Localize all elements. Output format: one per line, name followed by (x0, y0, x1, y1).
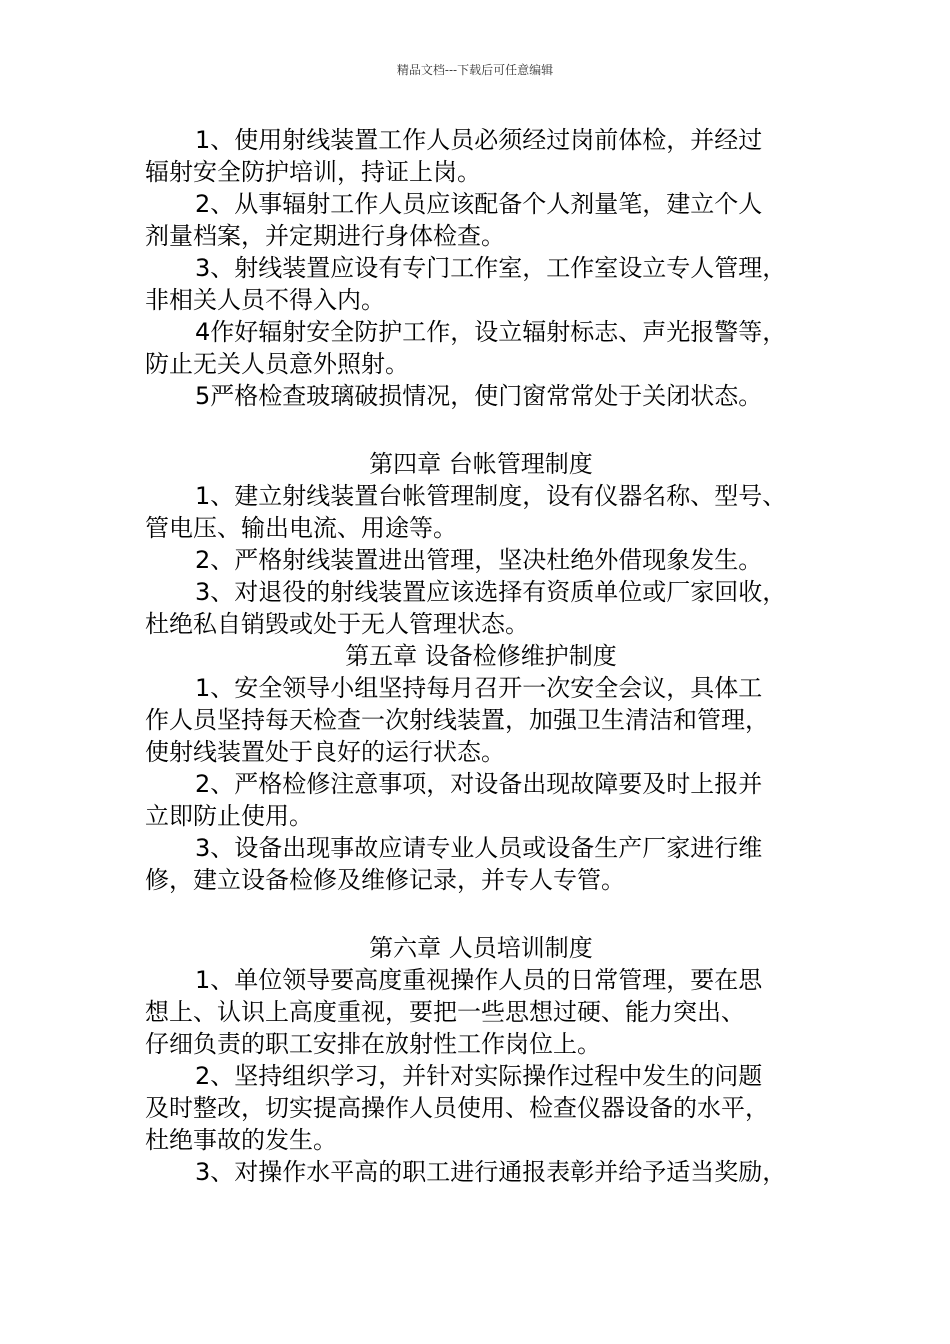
paragraph-line: 及时整改，切实提高操作人员使用、检查仪器设备的水平， (145, 1094, 769, 1122)
paragraph-line: 立即防止使用。 (145, 802, 313, 830)
paragraph (145, 672, 817, 768)
paragraph-line: 管电压、输出电流、用途等。 (145, 514, 457, 542)
paragraph-line: 防止无关人员意外照射。 (145, 350, 409, 378)
paragraph-line: 3、设备出现事故应请专业人员或设备生产厂家进行维 (195, 834, 763, 862)
paragraph (145, 1060, 817, 1156)
paragraph (145, 964, 817, 1060)
document-body (145, 124, 817, 1188)
paragraph-line: 1、安全领导小组坚持每月召开一次安全会议，具体工 (195, 674, 763, 702)
paragraph (145, 124, 817, 188)
chapter-heading: 第六章 人员培训制度 (369, 934, 593, 962)
paragraph-line: 使射线装置处于良好的运行状态。 (145, 738, 505, 766)
paragraph-line: 3、对操作水平高的职工进行通报表彰并给予适当奖励， (195, 1158, 787, 1186)
paragraph-line: 作人员坚持每天检查一次射线装置，加强卫生清洁和管理， (145, 706, 769, 734)
section-spacer (145, 412, 817, 448)
paragraph-line: 4作好辐射安全防护工作，设立辐射标志、声光报警等， (195, 318, 787, 346)
paragraph-line: 杜绝私自销毁或处于无人管理状态。 (145, 610, 529, 638)
paragraph-line: 2、严格检修注意事项，对设备出现故障要及时上报并 (195, 770, 763, 798)
paragraph-line: 2、严格射线装置进出管理，坚决杜绝外借现象发生。 (195, 546, 763, 574)
section-spacer (145, 896, 817, 932)
paragraph-line: 剂量档案，并定期进行身体检查。 (145, 222, 505, 250)
paragraph-line: 2、从事辐射工作人员应该配备个人剂量笔，建立个人 (195, 190, 763, 218)
paragraph-line: 修，建立设备检修及维修记录，并专人专管。 (145, 866, 625, 894)
paragraph (145, 544, 817, 576)
paragraph (145, 480, 817, 544)
paragraph (145, 380, 817, 412)
paragraph-line: 1、使用射线装置工作人员必须经过岗前体检，并经过 (195, 126, 763, 154)
paragraph-line: 辐射安全防护培训，持证上岗。 (145, 158, 481, 186)
paragraph (145, 1156, 817, 1188)
paragraph-line: 1、建立射线装置台帐管理制度，设有仪器名称、型号、 (195, 482, 787, 510)
page-header: 精品文档---下载后可任意编辑 (396, 63, 554, 77)
paragraph (145, 832, 817, 896)
paragraph (145, 316, 817, 380)
paragraph-line: 非相关人员不得入内。 (145, 286, 385, 314)
paragraph-line: 1、单位领导要高度重视操作人员的日常管理，要在思 (195, 966, 763, 994)
paragraph-line: 3、射线装置应设有专门工作室，工作室设立专人管理， (195, 254, 787, 282)
paragraph-line: 杜绝事故的发生。 (145, 1126, 337, 1154)
paragraph-line: 5严格检查玻璃破损情况，使门窗常常处于关闭状态。 (195, 382, 763, 410)
paragraph (145, 768, 817, 832)
chapter-heading: 第四章 台帐管理制度 (369, 450, 593, 478)
paragraph (145, 188, 817, 252)
paragraph-line: 2、坚持组织学习，并针对实际操作过程中发生的问题 (195, 1062, 763, 1090)
paragraph-line: 3、对退役的射线装置应该选择有资质单位或厂家回收， (195, 578, 787, 606)
paragraph-line: 仔细负责的职工安排在放射性工作岗位上。 (145, 1030, 601, 1058)
chapter-heading: 第五章 设备检修维护制度 (345, 642, 617, 670)
paragraph-line: 想上、认识上高度重视，要把一些思想过硬、能力突出、 (145, 998, 745, 1026)
paragraph (145, 252, 817, 316)
paragraph (145, 576, 817, 640)
